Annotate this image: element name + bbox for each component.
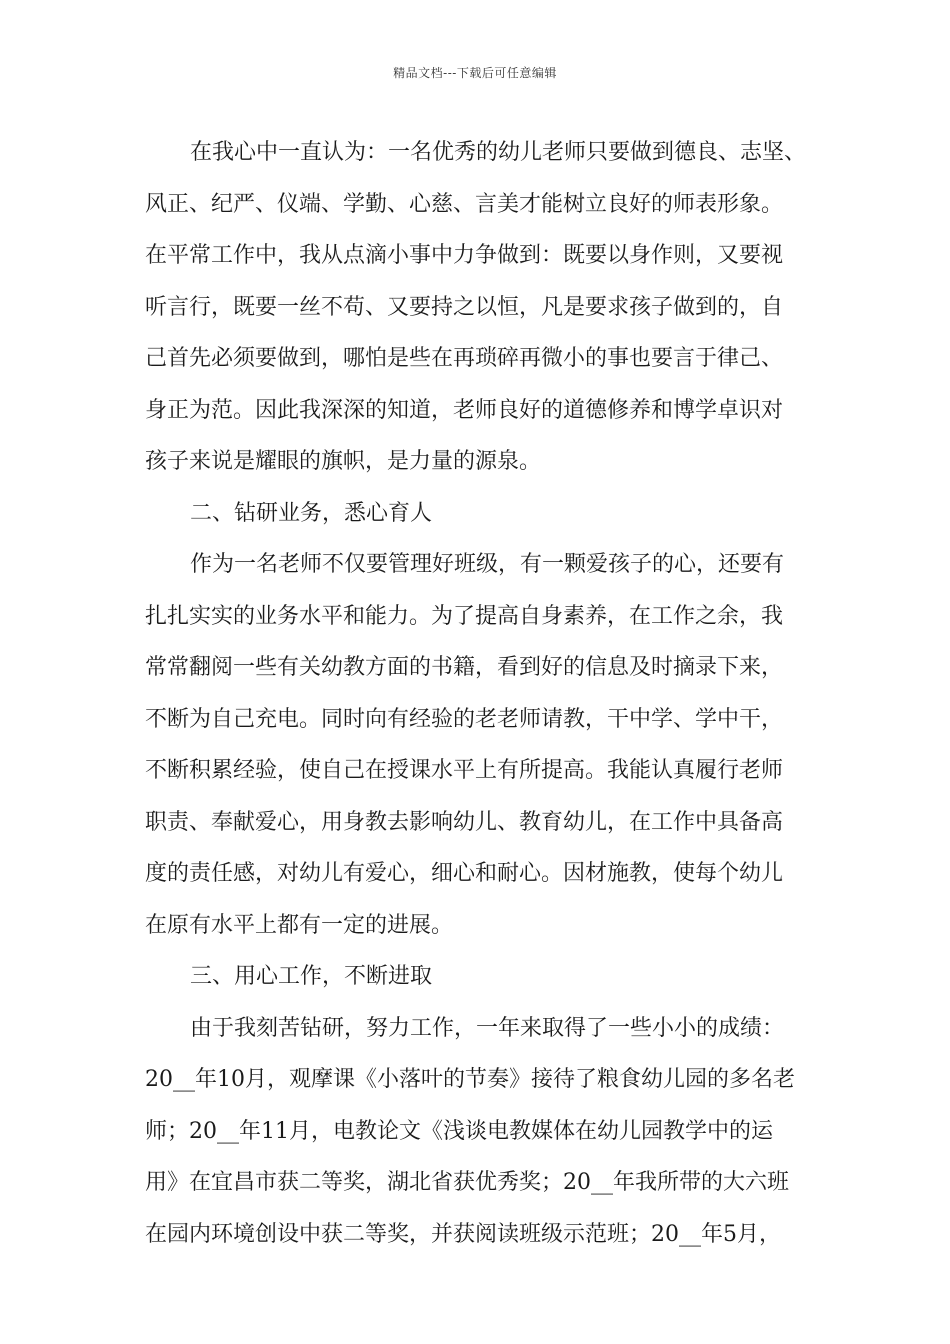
document-body — [145, 127, 810, 1260]
page-header: 精品文档---下载后可任意编辑 — [393, 66, 557, 80]
text-line: 20__年10月，观摩课《小落叶的节奏》接待了粮食幼儿园的多名老 — [145, 1067, 795, 1092]
text-line: 师；20__年11月，电教论文《浅谈电教媒体在幼儿园教学中的运 — [145, 1118, 773, 1144]
text-line: 度的责任感，对幼儿有爱心，细心和耐心。因材施教，使每个幼儿 — [145, 861, 784, 886]
text-line: 风正、纪严、仪端、学勤、心慈、言美才能树立良好的师表形象。 — [145, 191, 784, 217]
text-line: 不断积累经验，使自己在授课水平上有所提高。我能认真履行老师 — [145, 758, 784, 783]
section-heading — [145, 488, 810, 540]
text-line: 常常翻阅一些有关幼教方面的书籍，看到好的信息及时摘录下来， — [145, 655, 784, 680]
text-line: 用》在宜昌市获二等奖，湖北省获优秀奖；20__年我所带的大六班 — [145, 1170, 789, 1195]
section-heading — [145, 951, 810, 1003]
text-line: 由于我刻苦钻研，努力工作，一年来取得了一些小小的成绩： — [190, 1015, 785, 1041]
text-line: 己首先必须要做到，哪怕是些在再琐碎再微小的事也要言于律己、 — [145, 346, 784, 371]
text-line: 听言行，既要一丝不苟、又要持之以恒，凡是要求孩子做到的，自 — [145, 294, 784, 320]
paragraph — [145, 127, 810, 488]
text-line: 身正为范。因此我深深的知道，老师良好的道德修养和博学卓识对 — [145, 397, 784, 423]
paragraph — [145, 1003, 810, 1261]
text-line: 扎扎实实的业务水平和能力。为了提高自身素养，在工作之余，我 — [145, 603, 784, 629]
text-line: 不断为自己充电。同时向有经验的老老师请教，干中学、学中干， — [145, 706, 784, 732]
text-line: 孩子来说是耀眼的旗帜，是力量的源泉。 — [145, 449, 542, 474]
section-heading-text: 三、用心工作，不断进取 — [190, 964, 433, 989]
text-line: 在原有水平上都有一定的进展。 — [145, 912, 454, 938]
paragraph — [145, 539, 810, 951]
text-line: 在我心中一直认为：一名优秀的幼儿老师只要做到德良、志坚、 — [190, 140, 807, 165]
text-line: 在平常工作中，我从点滴小事中力争做到：既要以身作则，又要视 — [145, 243, 784, 268]
section-heading-text: 二、钻研业务，悉心育人 — [190, 500, 433, 526]
text-line: 作为一名老师不仅要管理好班级，有一颗爱孩子的心，还要有 — [190, 552, 785, 577]
text-line: 在园内环境创设中获二等奖，并获阅读班级示范班；20__年5月， — [145, 1221, 781, 1247]
text-line: 职责、奉献爱心，用身教去影响幼儿、教育幼儿，在工作中具备高 — [145, 809, 784, 835]
